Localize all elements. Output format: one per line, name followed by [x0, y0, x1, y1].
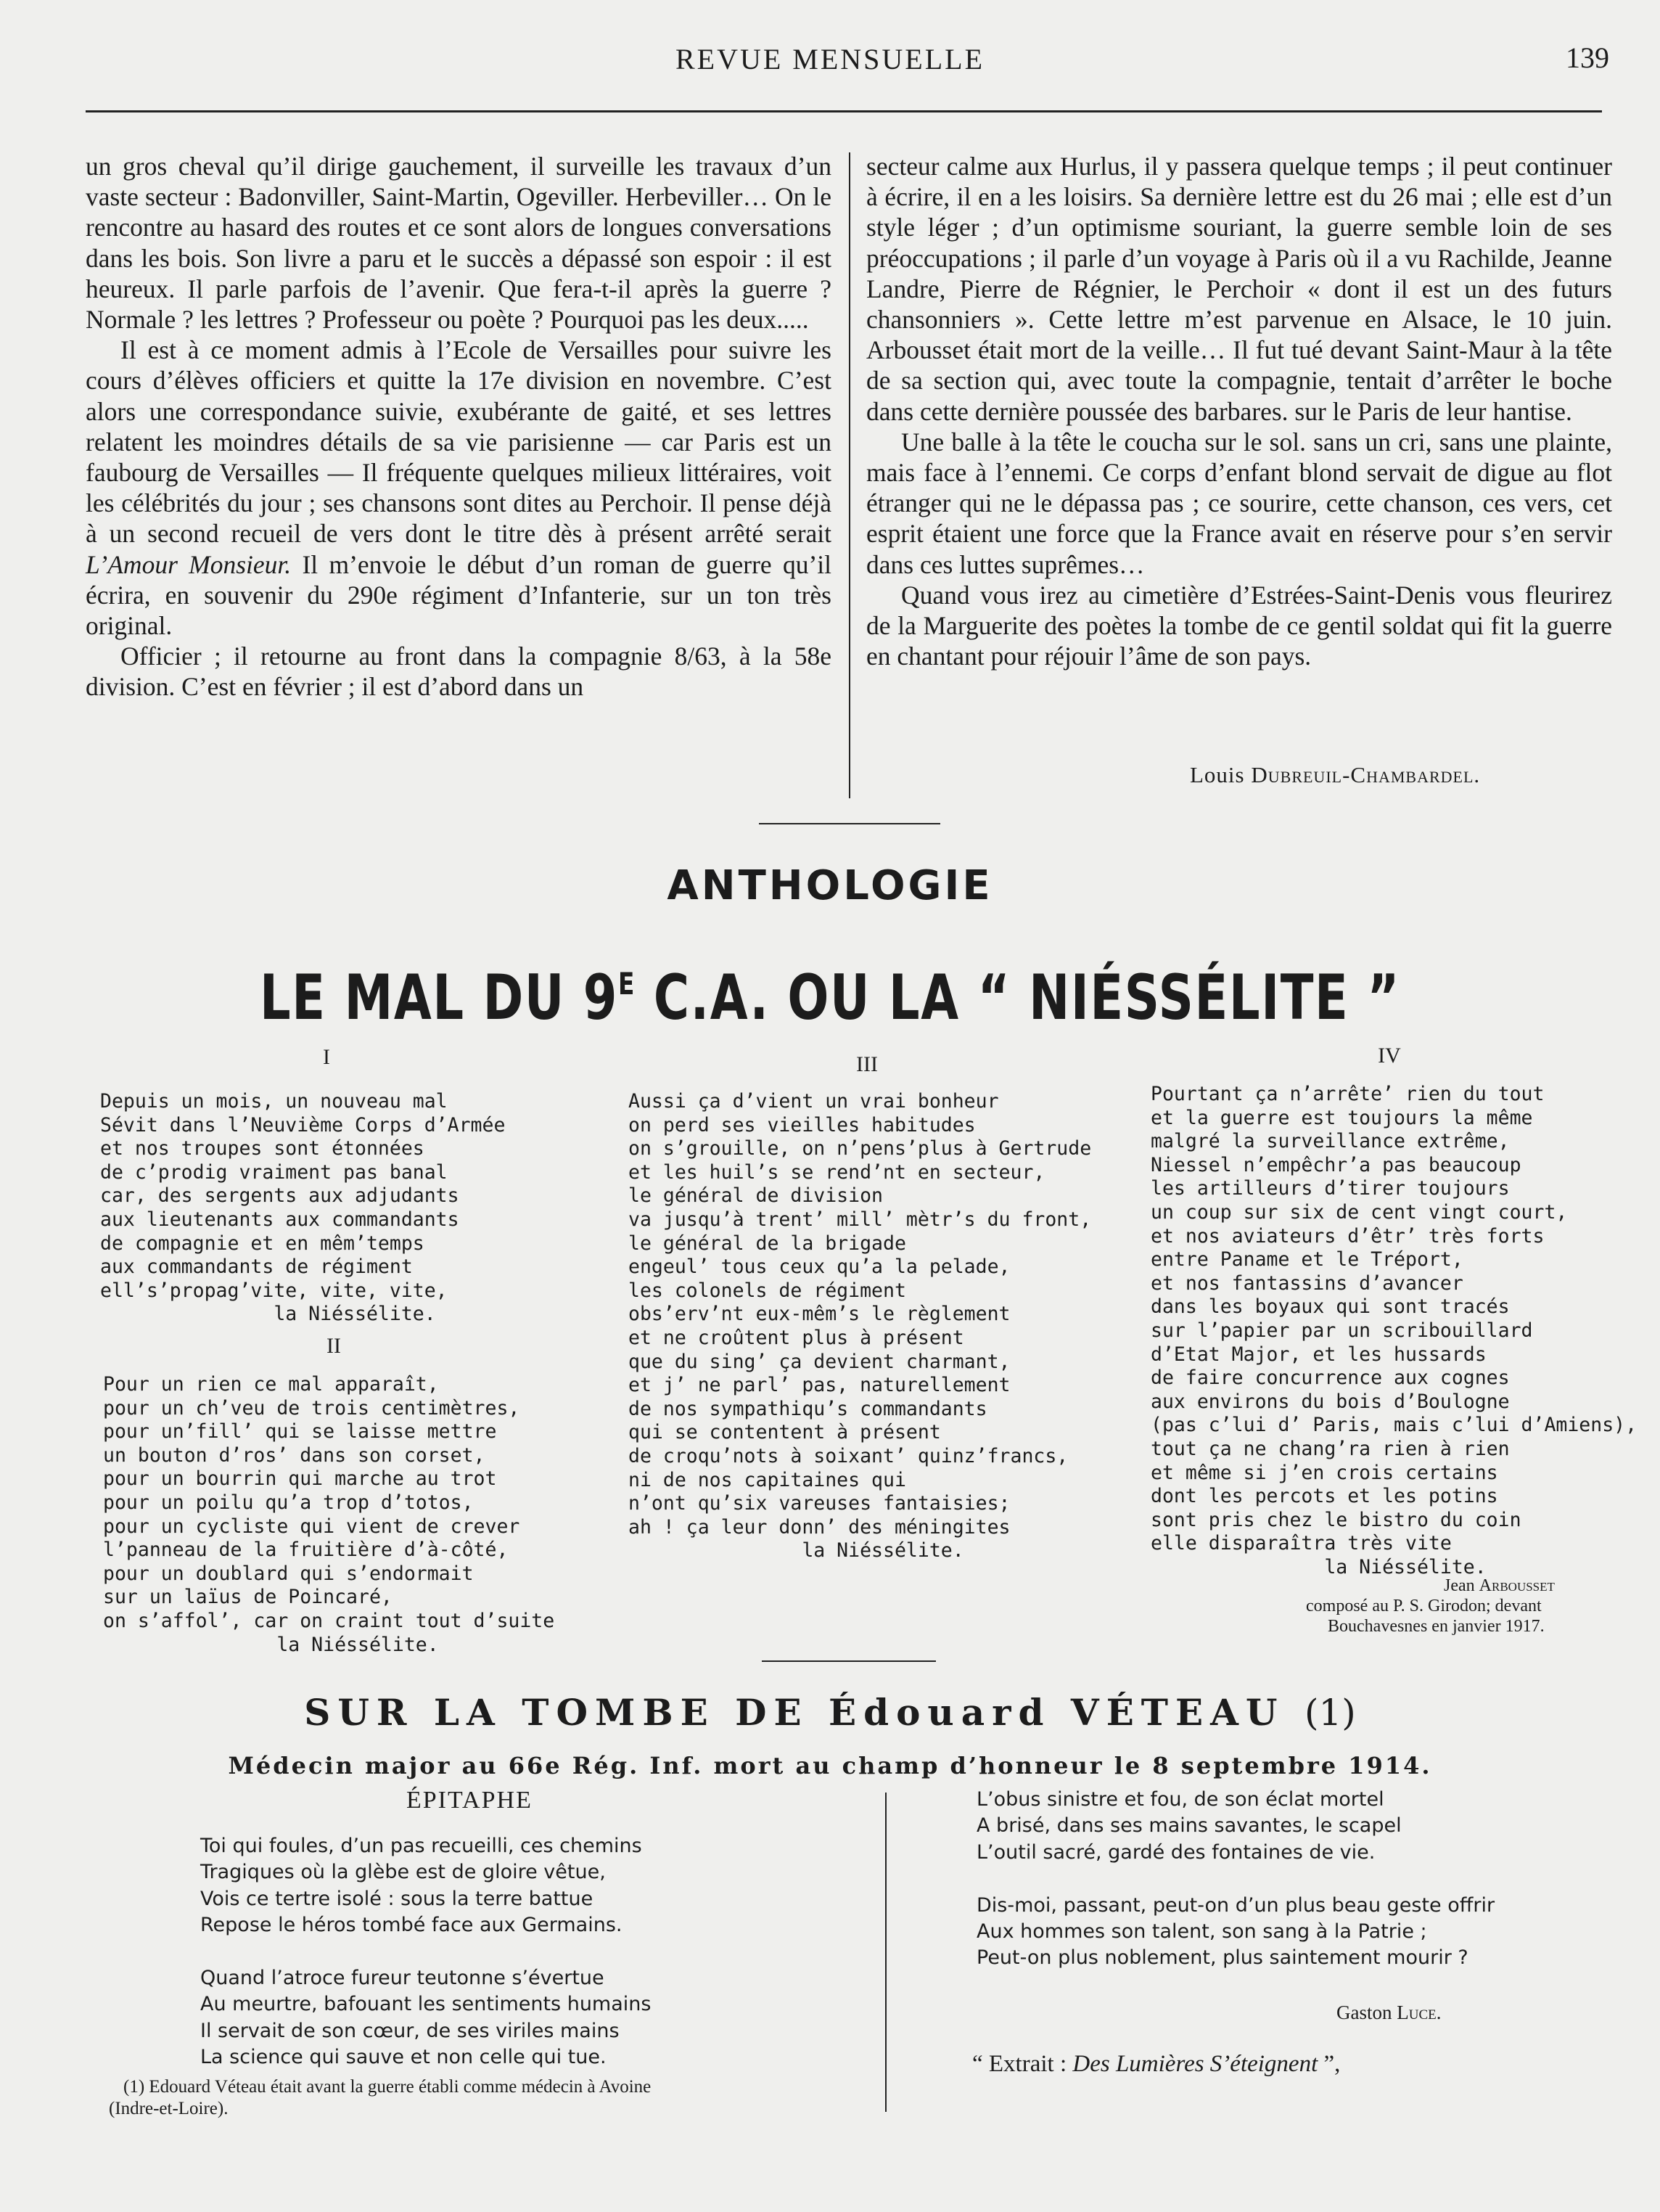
stanza-number: I	[323, 1045, 330, 1069]
page-number: 139	[1566, 41, 1609, 74]
article-signature: Louis Dubreuil-Chambardel.	[1190, 762, 1481, 787]
paragraph: Une balle à la tête le coucha sur le sol. sans un cri, sans une plainte, mais face à l’ennemi. Ce corps d’enfant blond servait de digue au flot étranger qui ne le dépassa pas ; ce sourire, cette chanson, ces vers, cet esprit étaient une force que la France avait en réserve pour s’en servir dans ces luttes suprêmes…	[866, 427, 1612, 579]
paragraph: secteur calme aux Hurlus, il y passera quelque temps ; il peut continuer à écrire, il en a les loisirs. Sa dernière lettre est du 26 mai ; elle est d’un style léger ; d’un optimisme souriant, la guerre semble loin de ses préoccupations ; il parle d’un voyage à Paris où il a vu Rachilde, Jeanne Landre, Pierre de Régnier, le Perchoir « dont il est un des futurs chansonniers ». Cette lettre m’est parvenue en Alsace, le 10 juin. Arbousset était mort de la veille… Il fut tué devant Saint-Maur à la tête de sa section qui, avec toute la compagnie, tentait d’arrêter le boche dans cette dernière poussée des barbares. sur le Paris de leur hantise.	[866, 152, 1612, 426]
stanza: Pourtant ça n’arrête’ rien du tout et la guerre est toujours la même malgré la surveillance extrême, Niessel n’empêchr’a pas beaucoup les artilleurs d’tirer toujours un coup sur six de cent vingt court, et nos aviateurs d’êtr’ très forts entre Paname et le Tréport, et nos fantassins d’avancer dans les boyaux qui sont tracés sur l’papier par un scribouillard d’Etat Major, et les hussards de faire concurrence aux cognes aux environs du bois d’Boulogne (pas c’lui d’ Paris, mais c’lui d’Amiens), tout ça ne chang’ra rien à rien et même si j’en crois certains dont les percots et les potins sont pris chez le bistro du coin elle disparaîtra très vite la Niéssélite.	[1151, 1083, 1638, 1578]
stanza: Aussi ça d’vient un vrai bonheur on perd ses vieilles habitudes on s’grouille, on n’pens’plus à Gertrude et les huil’s se rend’nt en secteur, le général de division va jusqu’à trent’ mill’ mètr’s du front, le général de la brigade engeul’ tous ceux qu’a la pelade, les colonels de régiment obs’erv’nt eux-mêm’s le règlement et ne croûtent plus à présent que du sing’ ça devient charmant, et j’ ne parl’ pas, naturellement de nos sympathiqu’s commandants qui se contentent à présent de croqu’nots à soixant’ quinz’francs, ni de nos capitaines qui n’ont qu’six vareuses fantaisies; ah ! ça leur donn’ des méningites la Niéssélite.	[628, 1090, 1092, 1562]
epitaph-verse-right: L’obus sinistre et fou, de son éclat mortel A brisé, dans ses mains savantes, le scapel L’outil sacré, gardé des fontaines de vie. Dis-moi, passant, peut-on d’un plus beau geste offrir Aux hommes son talent, son sang à la Patrie ; Peut-on plus noblement, plus saintement mourir ?	[977, 1788, 1495, 1970]
book-title: L’Amour Monsieur.	[86, 549, 292, 579]
extract-line: “ Extrait : Des Lumières S’éteignent ”,	[972, 2051, 1341, 2077]
extract-title: Des Lumières S’éteignent	[1072, 2051, 1318, 2077]
paragraph: Officier ; il retourne au front dans la compagnie 8/63, à la 58e division. C’est en février ; il est d’abord dans un	[86, 642, 831, 702]
stanza-number: III	[856, 1052, 878, 1076]
stanza-number: IV	[1378, 1044, 1401, 1068]
paragraph	[86, 335, 831, 641]
epitaph-title: SUR LA TOMBE DE Édouard VÉTEAU (1)	[304, 1691, 1356, 1734]
paragraph: un gros cheval qu’il dirige gauchement, il surveille les travaux d’un vaste secteur : Badonviller, Saint-Martin, Ogeviller. Herbeviller… On le rencontre au hasard des routes et ce sont alors de longues conversations dans les bois. Son livre a paru et le succès a dépassé son espoir : il est heureux. Il parle parfois de l’avenir. Que fera-t-il après la guerre ? Normale ? les lettres ? Professeur ou poète ? Pourquoi pas les deux.....	[86, 152, 831, 335]
article-column-left	[86, 151, 831, 702]
poem-title: LE MAL DU $9^E$ C.A. OU LA “ NIÉSSÉLITE ”	[260, 962, 1400, 1034]
column-divider	[885, 1793, 887, 2112]
article-column-right	[866, 151, 1612, 671]
footnote: (Indre-et-Loire).	[109, 2099, 229, 2118]
journal-title: REVUE MENSUELLE	[675, 43, 985, 75]
epitaph-subtitle: Médecin major au 66e Rég. Inf. mort au champ d’honneur le 8 septembre 1914.	[228, 1752, 1432, 1779]
stanza: Depuis un mois, un nouveau mal Sévit dans l’Neuvième Corps d’Armée et nos troupes sont étonnées de c’prodig vraiment pas banal car, des sergents aux adjudants aux lieutenants aux commandants de compagnie et en mêm’temps aux commandants de régiment ell’s’propag’vite, vite, vite, la Niéssélite.	[100, 1090, 506, 1326]
paragraph: Quand vous irez au cimetière d’Estrées-Saint-Denis vous fleurirez de la Marguerite des poètes la tombe de ce gentil soldat qui fit la guerre en chantant pour réjouir l’âme de son pays.	[866, 580, 1612, 671]
section-separator	[762, 1660, 936, 1662]
stanza: Pour un rien ce mal apparaît, pour un ch’veu de trois centimètres, pour un’fill’ qui se laisse mettre un bouton d’ros’ dans son corset, pour un bourrin qui marche au trot pour un poilu qu’a trop d’totos, pour un cycliste qui vient de crever l’panneau de la fruitière d’à-côté, pour un doublard qui s’endormait sur un laïus de Poincaré, on s’affol’, car on craint tout d’suite la Niéssélite.	[103, 1373, 555, 1656]
section-separator	[759, 823, 940, 824]
poem-note: composé au P. S. Girodon; devant	[1306, 1597, 1542, 1615]
anthology-heading: ANTHOLOGIE	[667, 862, 993, 909]
epitaph-verse-left: Toi qui foules, d’un pas recueilli, ces chemins Tragiques où la glèbe est de gloire vêtue, Vois ce tertre isolé : sous la terre battue Repose le héros tombé face aux Germains. Quand l’atroce fureur teutonne s’évertue Au meurtre, bafouant les sentiments humains Il servait de son cœur, de ses viriles mains La science qui sauve et non celle qui tue.	[200, 1835, 652, 2069]
paragraph-text: Il est à ce moment admis à l’Ecole de Versailles pour suivre les cours d’élèves officiers et quitte la 17e division en novembre. C’est alors une correspondance suivie, exubérante de gaité, et ses lettres relatent les moindres détails de sa vie parisienne — car Paris est un faubourg de Versailles — Il fréquente quelques milieux littéraires, voit les célébrités du jour ; ses chansons sont dites au Perchoir. Il pense déjà à un second recueil de vers dont le titre dès à présent arrêté serait	[86, 335, 831, 549]
footnote: (1) Edouard Véteau était avant la guerre établi comme médecin à Avoine	[123, 2077, 652, 2097]
epitaph-heading: ÉPITAPHE	[406, 1787, 533, 1814]
column-divider	[849, 152, 850, 798]
poem-author: Jean Arbousset	[1444, 1576, 1555, 1595]
stanza-number: II	[326, 1334, 341, 1358]
header-rule	[86, 110, 1602, 112]
paragraph-text: Il m’envoie le début d’un roman de guerre qu’il écrira, en souvenir du 290e régiment d’Infanterie, sur un ton très original.	[86, 549, 831, 641]
poem-note: Bouchavesnes en janvier 1917.	[1328, 1617, 1545, 1636]
epitaph-author: Gaston Luce.	[1336, 2002, 1442, 2023]
